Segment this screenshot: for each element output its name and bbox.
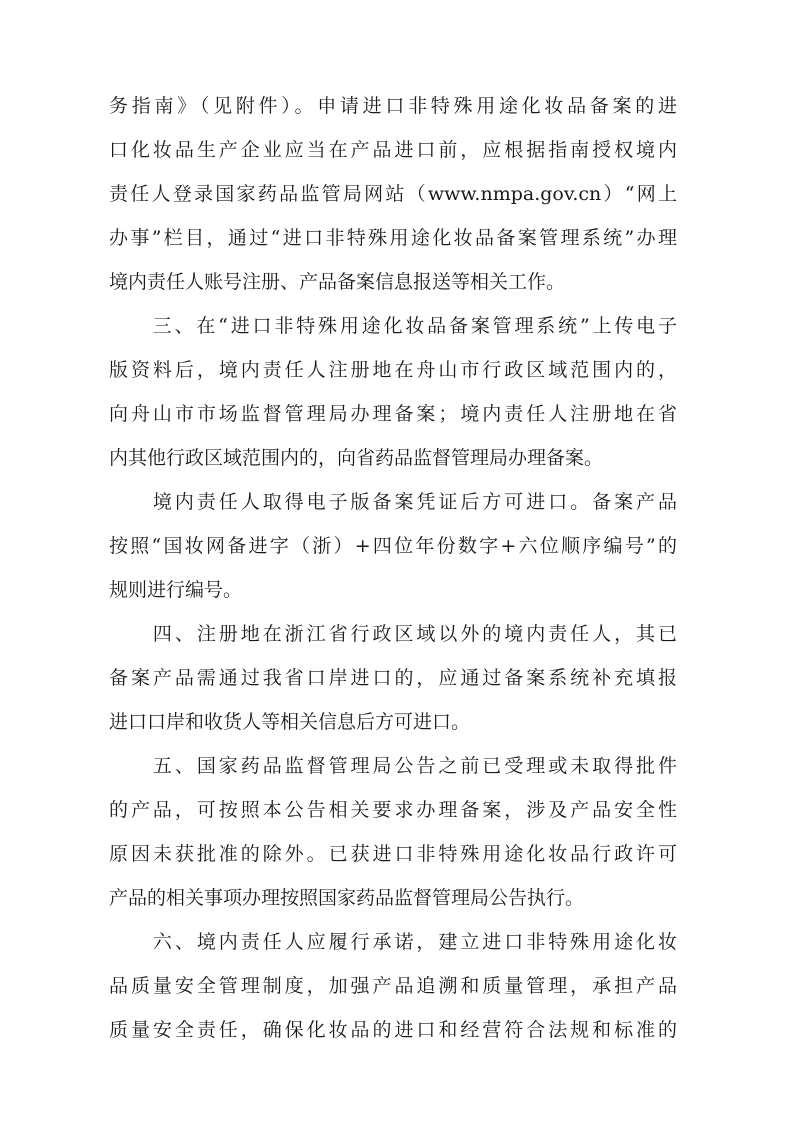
text-line: 版资料后，境内责任人注册地在舟山市行政区域范围内的， (109, 359, 677, 381)
text-line: 务指南》（见附件）。申请进口非特殊用途化妆品备案的进 (109, 95, 677, 117)
paragraph-service-guide (109, 84, 677, 304)
text-line: 办事”栏目，通过“进口非特殊用途化妆品备案管理系统”办理 (109, 227, 677, 249)
text-line: 五、国家药品监督管理局公告之前已受理或未取得批件 (109, 755, 677, 777)
text-line: 内其他行政区域范围内的，向省药品监督管理局办理备案。 (109, 447, 604, 469)
text-line: 向舟山市市场监督管理局办理备案；境内责任人注册地在省 (109, 403, 677, 425)
paragraph-item-three (109, 304, 677, 480)
text-line: 质量安全责任，确保化妆品的进口和经营符合法规和标准的 (109, 1019, 677, 1041)
text-line: 产品的相关事项办理按照国家药品监督管理局公告执行。 (109, 887, 585, 909)
text-line: 的产品，可按照本公告相关要求办理备案，涉及产品安全性 (109, 799, 677, 821)
text-line: 备案产品需通过我省口岸进口的，应通过备案系统补充填报 (109, 667, 677, 689)
text-line: 责任人登录国家药品监管局网站（www.nmpa.gov.cn）“网上 (109, 183, 677, 205)
text-line: 进口口岸和收货人等相关信息后方可进口。 (109, 711, 471, 733)
text-line: 口化妆品生产企业应当在产品进口前，应根据指南授权境内 (109, 139, 677, 161)
text-line: 四、注册地在浙江省行政区域以外的境内责任人，其已 (109, 623, 677, 645)
text-line: 规则进行编号。 (109, 579, 243, 601)
paragraph-item-six (109, 920, 677, 1052)
text-line: 按照“国妆网备进字（浙）+四位年份数字+六位顺序编号”的 (109, 535, 677, 557)
document-body (109, 84, 677, 1052)
paragraph-certificate (109, 480, 677, 612)
text-line: 原因未获批准的除外。已获进口非特殊用途化妆品行政许可 (109, 843, 677, 865)
text-line: 境内责任人账号注册、产品备案信息报送等相关工作。 (109, 271, 566, 293)
text-line: 六、境内责任人应履行承诺，建立进口非特殊用途化妆 (109, 931, 677, 953)
paragraph-item-five (109, 744, 677, 920)
text-line: 境内责任人取得电子版备案凭证后方可进口。备案产品 (109, 491, 677, 513)
text-line: 品质量安全管理制度，加强产品追溯和质量管理，承担产品 (109, 975, 677, 997)
paragraph-item-four (109, 612, 677, 744)
text-line: 三、在“进口非特殊用途化妆品备案管理系统”上传电子 (109, 315, 677, 337)
